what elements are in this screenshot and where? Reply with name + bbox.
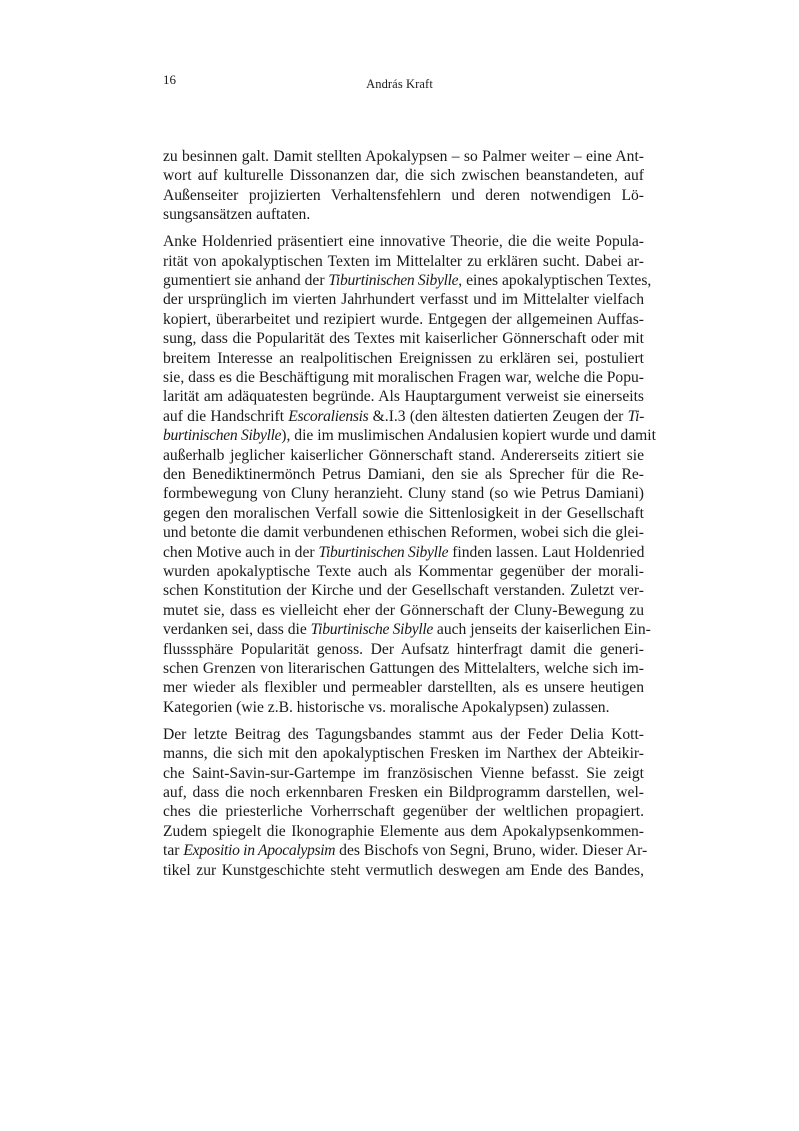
text-line: außerhalb jeglicher kaiserlicher Gönnerschaft stand. Andererseits zitiert sie <box>163 446 644 464</box>
text-line: larität am adäquatesten begründe. Als Hauptargument verweist sie einerseits <box>163 388 644 406</box>
text-line: tikel zur Kunstgeschichte steht vermutlich deswegen am Ende des Bandes, <box>163 861 644 879</box>
running-head-author: András Kraft <box>366 77 433 91</box>
text-line: manns, die sich mit den apokalyptischen Fresken im Narthex der Abteikir- <box>163 745 644 763</box>
italic-title: Expositio in Apocalypsim <box>183 842 336 860</box>
text-line: und betonte die damit verbundenen ethischen Reformen, wobei sich die glei- <box>163 524 644 542</box>
paragraph-holdenried-summary <box>163 232 656 717</box>
text-line: Zudem spiegelt die Ikonographie Elemente aus dem Apokalypsenkommen- <box>163 822 644 840</box>
body-text <box>163 147 656 888</box>
page-number: 16 <box>163 72 176 87</box>
text-line: Kategorien (wie z.B. historische vs. moralische Apokalypsen) zulassen. <box>163 698 610 716</box>
text-run: auf die Handschrift <box>163 407 289 425</box>
text-run: chen Motive auch in der <box>163 543 319 561</box>
text-line: formbewegung von Cluny heranzieht. Cluny stand (so wie Petrus Damiani) <box>163 485 644 503</box>
text-line: zu besinnen galt. Damit stellten Apokalypsen – so Palmer weiter – eine Ant- <box>163 148 644 165</box>
text-line: den Benediktinermönch Petrus Damiani, den sie als Sprecher für die Re- <box>163 466 644 483</box>
text-line: mer wieder als flexibler und permeabler darstellten, als es unsere heutigen <box>163 679 644 697</box>
text-line: auf, dass die noch erkennbaren Fresken ein Bildprogramm darstellen, wel- <box>163 784 644 801</box>
text-line <box>163 543 644 562</box>
text-line <box>163 620 651 639</box>
text-line: breitem Interesse an realpolitischen Ereignissen zu erklären sei, postuliert <box>163 349 644 367</box>
text-line: wort auf kulturelle Dissonanzen dar, die sich zwischen beanstandeten, auf <box>163 167 644 185</box>
text-run: &.I.3 (den ältesten datierten Zeugen der <box>368 407 628 425</box>
text-line: sungsansätzen auftaten. <box>163 206 311 224</box>
text-line: sung, dass die Popularität des Textes mit kaiserlicher Gönnerschaft oder mit <box>163 330 644 348</box>
text-line <box>163 841 648 860</box>
text-line: Anke Holdenried präsentiert eine innovative Theorie, die die weite Popula- <box>163 233 644 251</box>
italic-title: Tiburtinische Sibylle <box>310 621 434 639</box>
text-run: des Bischofs von Segni, Bruno, wider. Dieser Ar- <box>335 842 648 860</box>
italic-title: Tiburtinischen Sibylle <box>328 271 459 289</box>
text-run: finden lassen. Laut Holdenried <box>448 543 645 561</box>
text-run: gumentiert sie anhand der <box>163 271 329 289</box>
text-run: verdanken sei, dass die <box>163 621 311 639</box>
text-line: Der letzte Beitrag des Tagungsbandes stammt aus der Feder Delia Kott- <box>163 725 644 743</box>
text-line: gegen den moralischen Verfall sowie die Sittenlosigkeit in der Gesellschaft <box>163 504 644 522</box>
text-line: rität von apokalyptischen Texten im Mittelalter zu erklären sucht. Dabei ar- <box>163 252 644 270</box>
paragraph-kottmann-summary <box>163 725 648 880</box>
text-line: ches die priesterliche Vorherrschaft gegenüber der weltlichen propagiert. <box>163 803 644 821</box>
text-line: Außenseiter projizierten Verhaltensfehlern und deren notwendigen Lö- <box>163 186 644 204</box>
paragraph-palmer-summary <box>163 147 644 225</box>
text-run: auch jenseits der kaiserlichen Ein- <box>433 621 651 639</box>
text-line <box>163 271 652 290</box>
text-line <box>163 426 656 445</box>
text-run: ), die im muslimischen Andalusien kopiert wurde und damit <box>281 427 656 445</box>
italic-manuscript-name: Escoraliensis <box>288 407 369 425</box>
text-line: che Saint-Savin-sur-Gartempe im französischen Vienne befasst. Sie zeigt <box>163 764 644 782</box>
text-line: schen Grenzen von literarischen Gattungen des Mittelalters, welche sich im- <box>163 660 644 678</box>
text-line: mutet sie, dass es vielleicht eher der Gönnerschaft der Cluny-Bewegung zu <box>163 601 644 619</box>
text-run: , eines apokalyptischen Textes, <box>458 271 652 289</box>
text-line <box>163 407 644 426</box>
italic-title: Ti- <box>627 407 644 425</box>
text-line: der ursprünglich im vierten Jahrhundert verfasst und im Mittelalter vielfach <box>163 291 644 309</box>
text-line: kopiert, überarbeitet und rezipiert wurde. Entgegen der allgemeinen Auffas- <box>163 310 644 328</box>
italic-title: burtinischen Sibylle <box>163 427 282 445</box>
text-line: schen Konstitution der Kirche und der Gesellschaft verstanden. Zuletzt ver- <box>163 582 644 600</box>
text-line: wurden apokalyptische Texte auch als Kommentar gegenüber der morali- <box>163 563 644 581</box>
text-run: tar <box>163 842 184 860</box>
text-line: flusssphäre Popularität genoss. Der Aufsatz hinterfragt damit die generi- <box>163 640 644 658</box>
text-line: sie, dass es die Beschäftigung mit moralischen Fragen war, welche die Popu- <box>163 368 644 386</box>
italic-title: Tiburtinischen Sibylle <box>318 543 449 561</box>
